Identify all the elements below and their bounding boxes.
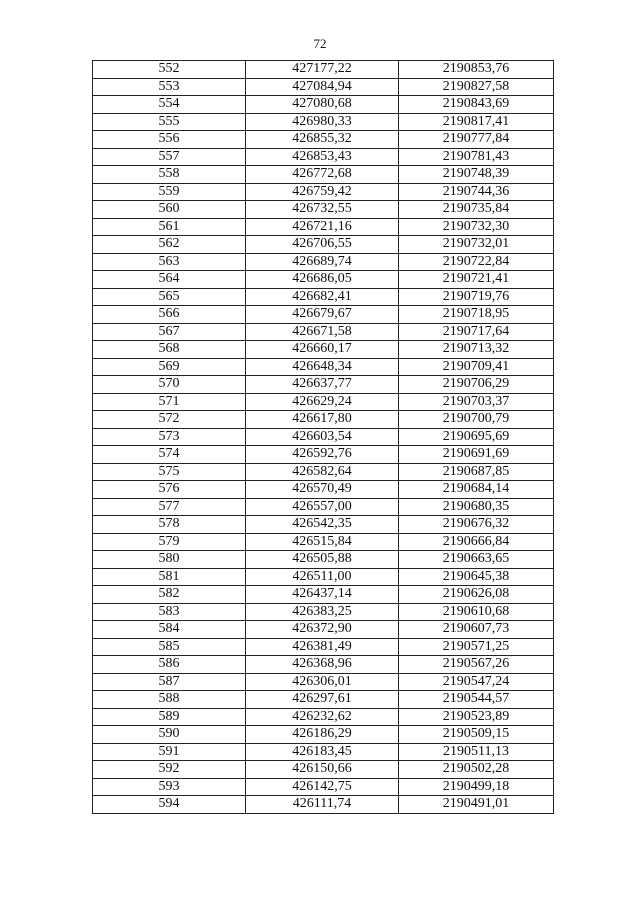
point-number-cell: 570 <box>93 376 246 394</box>
x-coordinate-cell: 426368,96 <box>246 656 399 674</box>
y-coordinate-cell: 2190511,13 <box>399 743 554 761</box>
x-coordinate-cell: 426682,41 <box>246 288 399 306</box>
point-number-cell: 591 <box>93 743 246 761</box>
point-number-cell: 588 <box>93 691 246 709</box>
y-coordinate-cell: 2190567,26 <box>399 656 554 674</box>
point-number-cell: 556 <box>93 131 246 149</box>
point-number-cell: 554 <box>93 96 246 114</box>
table-row <box>93 533 554 551</box>
point-number-cell: 576 <box>93 481 246 499</box>
x-coordinate-cell: 426648,34 <box>246 358 399 376</box>
x-coordinate-cell: 426437,14 <box>246 586 399 604</box>
table-row <box>93 638 554 656</box>
table-row <box>93 96 554 114</box>
y-coordinate-cell: 2190853,76 <box>399 61 554 79</box>
x-coordinate-cell: 426381,49 <box>246 638 399 656</box>
y-coordinate-cell: 2190676,32 <box>399 516 554 534</box>
x-coordinate-cell: 426980,33 <box>246 113 399 131</box>
point-number-cell: 573 <box>93 428 246 446</box>
point-number-cell: 593 <box>93 778 246 796</box>
x-coordinate-cell: 426759,42 <box>246 183 399 201</box>
x-coordinate-cell: 426297,61 <box>246 691 399 709</box>
x-coordinate-cell: 426706,55 <box>246 236 399 254</box>
y-coordinate-cell: 2190706,29 <box>399 376 554 394</box>
point-number-cell: 592 <box>93 761 246 779</box>
y-coordinate-cell: 2190499,18 <box>399 778 554 796</box>
y-coordinate-cell: 2190744,36 <box>399 183 554 201</box>
y-coordinate-cell: 2190817,41 <box>399 113 554 131</box>
point-number-cell: 561 <box>93 218 246 236</box>
table-row <box>93 236 554 254</box>
y-coordinate-cell: 2190547,24 <box>399 673 554 691</box>
table-row <box>93 131 554 149</box>
table-row <box>93 166 554 184</box>
x-coordinate-cell: 426505,88 <box>246 551 399 569</box>
y-coordinate-cell: 2190626,08 <box>399 586 554 604</box>
x-coordinate-cell: 426686,05 <box>246 271 399 289</box>
x-coordinate-cell: 426372,90 <box>246 621 399 639</box>
table-row <box>93 586 554 604</box>
table-row <box>93 428 554 446</box>
y-coordinate-cell: 2190713,32 <box>399 341 554 359</box>
table-row <box>93 341 554 359</box>
point-number-cell: 564 <box>93 271 246 289</box>
table-row <box>93 113 554 131</box>
y-coordinate-cell: 2190509,15 <box>399 726 554 744</box>
x-coordinate-cell: 426853,43 <box>246 148 399 166</box>
y-coordinate-cell: 2190703,37 <box>399 393 554 411</box>
point-number-cell: 583 <box>93 603 246 621</box>
table-row <box>93 603 554 621</box>
point-number-cell: 584 <box>93 621 246 639</box>
x-coordinate-cell: 426142,75 <box>246 778 399 796</box>
x-coordinate-cell: 426515,84 <box>246 533 399 551</box>
y-coordinate-cell: 2190732,30 <box>399 218 554 236</box>
y-coordinate-cell: 2190777,84 <box>399 131 554 149</box>
x-coordinate-cell: 426592,76 <box>246 446 399 464</box>
y-coordinate-cell: 2190645,38 <box>399 568 554 586</box>
y-coordinate-cell: 2190491,01 <box>399 796 554 814</box>
x-coordinate-cell: 426232,62 <box>246 708 399 726</box>
x-coordinate-cell: 426186,29 <box>246 726 399 744</box>
point-number-cell: 594 <box>93 796 246 814</box>
x-coordinate-cell: 426617,80 <box>246 411 399 429</box>
x-coordinate-cell: 426582,64 <box>246 463 399 481</box>
point-number-cell: 569 <box>93 358 246 376</box>
x-coordinate-cell: 427177,22 <box>246 61 399 79</box>
table-row <box>93 306 554 324</box>
table-row <box>93 656 554 674</box>
table-row <box>93 708 554 726</box>
x-coordinate-cell: 426603,54 <box>246 428 399 446</box>
table-row <box>93 796 554 814</box>
point-number-cell: 590 <box>93 726 246 744</box>
point-number-cell: 581 <box>93 568 246 586</box>
point-number-cell: 558 <box>93 166 246 184</box>
table-row <box>93 568 554 586</box>
point-number-cell: 577 <box>93 498 246 516</box>
point-number-cell: 557 <box>93 148 246 166</box>
point-number-cell: 565 <box>93 288 246 306</box>
y-coordinate-cell: 2190709,41 <box>399 358 554 376</box>
y-coordinate-cell: 2190827,58 <box>399 78 554 96</box>
table-row <box>93 183 554 201</box>
x-coordinate-cell: 426772,68 <box>246 166 399 184</box>
x-coordinate-cell: 426689,74 <box>246 253 399 271</box>
x-coordinate-cell: 426679,67 <box>246 306 399 324</box>
point-number-cell: 560 <box>93 201 246 219</box>
point-number-cell: 567 <box>93 323 246 341</box>
table-row <box>93 358 554 376</box>
coordinates-table <box>92 60 554 814</box>
point-number-cell: 563 <box>93 253 246 271</box>
y-coordinate-cell: 2190781,43 <box>399 148 554 166</box>
y-coordinate-cell: 2190666,84 <box>399 533 554 551</box>
table-row <box>93 743 554 761</box>
table-row <box>93 691 554 709</box>
y-coordinate-cell: 2190544,57 <box>399 691 554 709</box>
x-coordinate-cell: 426855,32 <box>246 131 399 149</box>
y-coordinate-cell: 2190687,85 <box>399 463 554 481</box>
y-coordinate-cell: 2190717,64 <box>399 323 554 341</box>
point-number-cell: 552 <box>93 61 246 79</box>
table-row <box>93 323 554 341</box>
y-coordinate-cell: 2190610,68 <box>399 603 554 621</box>
point-number-cell: 589 <box>93 708 246 726</box>
point-number-cell: 579 <box>93 533 246 551</box>
y-coordinate-cell: 2190695,69 <box>399 428 554 446</box>
y-coordinate-cell: 2190735,84 <box>399 201 554 219</box>
point-number-cell: 566 <box>93 306 246 324</box>
table-row <box>93 271 554 289</box>
table-row <box>93 673 554 691</box>
y-coordinate-cell: 2190691,69 <box>399 446 554 464</box>
y-coordinate-cell: 2190700,79 <box>399 411 554 429</box>
y-coordinate-cell: 2190680,35 <box>399 498 554 516</box>
table-row <box>93 61 554 79</box>
y-coordinate-cell: 2190663,65 <box>399 551 554 569</box>
x-coordinate-cell: 426671,58 <box>246 323 399 341</box>
point-number-cell: 562 <box>93 236 246 254</box>
table-row <box>93 148 554 166</box>
table-row <box>93 218 554 236</box>
x-coordinate-cell: 426183,45 <box>246 743 399 761</box>
y-coordinate-cell: 2190719,76 <box>399 288 554 306</box>
y-coordinate-cell: 2190721,41 <box>399 271 554 289</box>
table-row <box>93 498 554 516</box>
point-number-cell: 559 <box>93 183 246 201</box>
point-number-cell: 574 <box>93 446 246 464</box>
table-row <box>93 761 554 779</box>
point-number-cell: 568 <box>93 341 246 359</box>
coordinates-table-body <box>93 61 554 814</box>
y-coordinate-cell: 2190607,73 <box>399 621 554 639</box>
point-number-cell: 572 <box>93 411 246 429</box>
table-row <box>93 516 554 534</box>
x-coordinate-cell: 426637,77 <box>246 376 399 394</box>
x-coordinate-cell: 426557,00 <box>246 498 399 516</box>
table-row <box>93 78 554 96</box>
point-number-cell: 571 <box>93 393 246 411</box>
x-coordinate-cell: 427084,94 <box>246 78 399 96</box>
y-coordinate-cell: 2190732,01 <box>399 236 554 254</box>
y-coordinate-cell: 2190523,89 <box>399 708 554 726</box>
page-number: 72 <box>313 36 327 51</box>
table-row <box>93 411 554 429</box>
point-number-cell: 587 <box>93 673 246 691</box>
table-row <box>93 551 554 569</box>
x-coordinate-cell: 426721,16 <box>246 218 399 236</box>
x-coordinate-cell: 426383,25 <box>246 603 399 621</box>
point-number-cell: 585 <box>93 638 246 656</box>
point-number-cell: 555 <box>93 113 246 131</box>
x-coordinate-cell: 426660,17 <box>246 341 399 359</box>
point-number-cell: 553 <box>93 78 246 96</box>
y-coordinate-cell: 2190718,95 <box>399 306 554 324</box>
y-coordinate-cell: 2190748,39 <box>399 166 554 184</box>
table-row <box>93 376 554 394</box>
table-row <box>93 446 554 464</box>
table-row <box>93 288 554 306</box>
x-coordinate-cell: 426629,24 <box>246 393 399 411</box>
y-coordinate-cell: 2190843,69 <box>399 96 554 114</box>
point-number-cell: 586 <box>93 656 246 674</box>
point-number-cell: 575 <box>93 463 246 481</box>
x-coordinate-cell: 426542,35 <box>246 516 399 534</box>
y-coordinate-cell: 2190722,84 <box>399 253 554 271</box>
y-coordinate-cell: 2190502,28 <box>399 761 554 779</box>
table-row <box>93 778 554 796</box>
x-coordinate-cell: 426306,01 <box>246 673 399 691</box>
table-row <box>93 463 554 481</box>
point-number-cell: 582 <box>93 586 246 604</box>
point-number-cell: 578 <box>93 516 246 534</box>
table-row <box>93 481 554 499</box>
table-row <box>93 621 554 639</box>
point-number-cell: 580 <box>93 551 246 569</box>
x-coordinate-cell: 426150,66 <box>246 761 399 779</box>
x-coordinate-cell: 427080,68 <box>246 96 399 114</box>
x-coordinate-cell: 426511,00 <box>246 568 399 586</box>
table-row <box>93 201 554 219</box>
y-coordinate-cell: 2190571,25 <box>399 638 554 656</box>
table-row <box>93 393 554 411</box>
table-row <box>93 726 554 744</box>
x-coordinate-cell: 426570,49 <box>246 481 399 499</box>
table-row <box>93 253 554 271</box>
x-coordinate-cell: 426732,55 <box>246 201 399 219</box>
y-coordinate-cell: 2190684,14 <box>399 481 554 499</box>
x-coordinate-cell: 426111,74 <box>246 796 399 814</box>
